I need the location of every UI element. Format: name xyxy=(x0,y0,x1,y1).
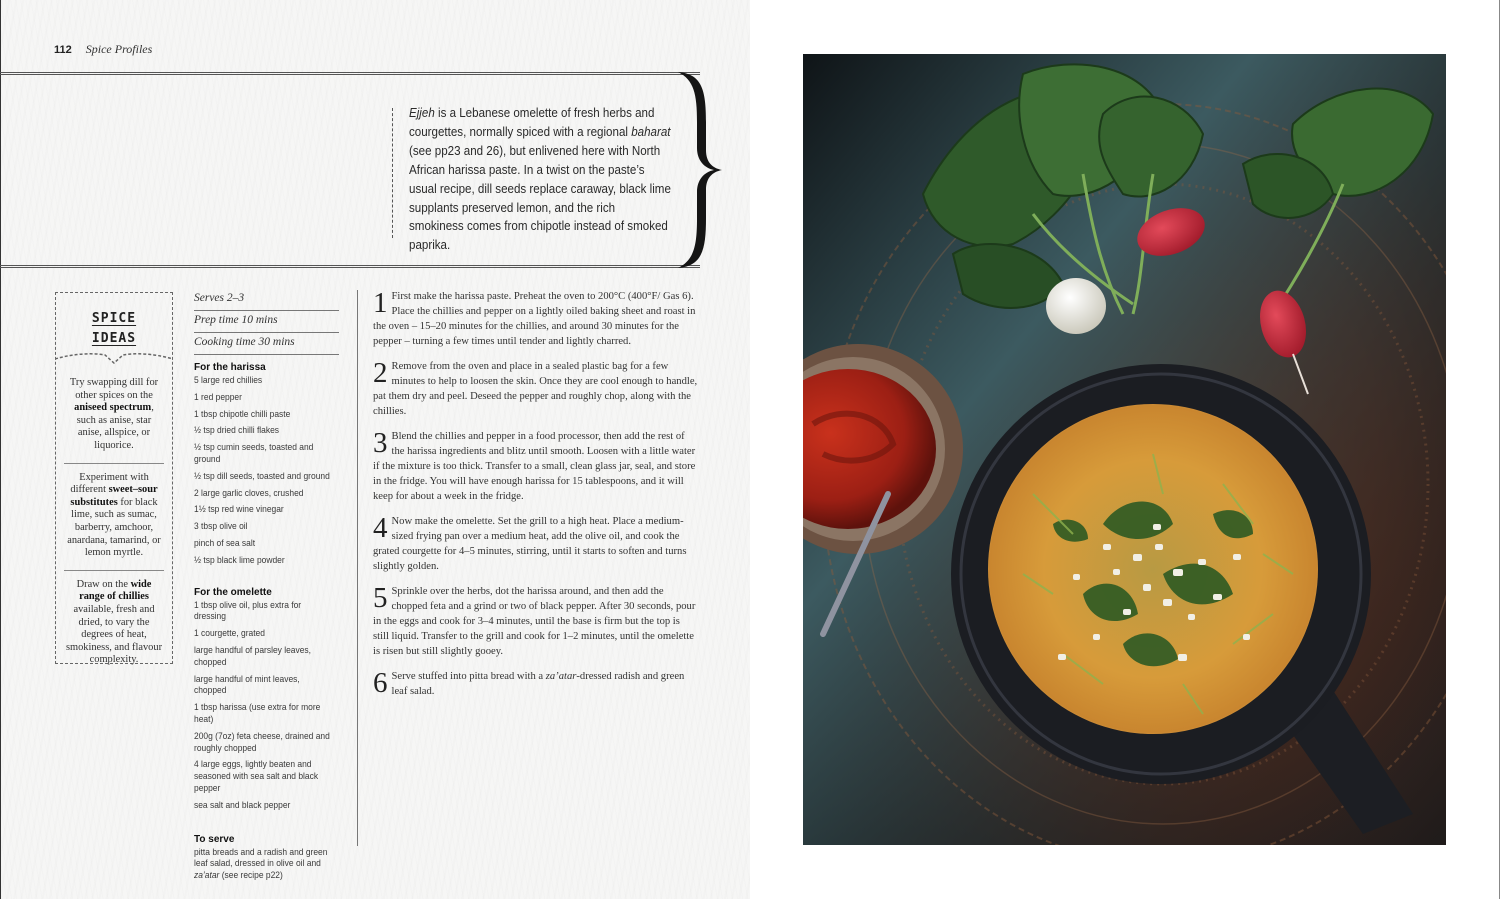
pointer-divider xyxy=(55,351,173,365)
method-steps xyxy=(373,289,698,709)
running-header xyxy=(54,42,152,57)
ingredient-item: pitta breads and a radish and green leaf salad, dressed in olive oil and za’atar (see recipe p22) xyxy=(194,846,328,881)
method-step: 3 Blend the chillies and pepper in a food processor, then add the rest of the harissa ingredients and blitz until smooth. Loosen with a little water if the mixture is too thick. Transfer to a small, clean glass jar, seal, and store in the fridge. You will have enough harissa for 15 tablespoons, and it will keep for about a week in the fridge. xyxy=(373,427,696,502)
recipe-intro: Ejjeh is a Lebanese omelette of fresh herbs and courgettes, normally spiced with a regional baharat (see pp23 and 26), but enlivened here with North African harissa paste. In a twist on the paste’s usual recipe, dill seeds replace caraway, black lime supplants preserved lemon, and the rich smokiness comes from chipotle instead of smoked paprika. xyxy=(409,106,671,253)
ingredient-item: 4 large eggs, lightly beaten and seasoned with sea salt and black pepper xyxy=(194,759,319,793)
ingredient-item: 1 tbsp olive oil, plus extra for dressing xyxy=(194,599,302,622)
ingredients-list xyxy=(194,362,344,882)
recipe-meta xyxy=(194,289,339,355)
method-step: 4 Now make the omelette. Set the grill to a high heat. Place a medium-sized frying pan over a medium heat, add the olive oil, and cook the grated courgette for 4–5 minutes, stirring, until it starts to soften and turns slightly golden. xyxy=(373,512,687,572)
method-step: 1 First make the harissa paste. Preheat the oven to 200°C (400°F/ Gas 6). Place the chillies and pepper on a lightly oiled baking sheet and roast in the oven – 15–20 minutes for the chillies, and around 30 minutes for the pepper – turning a few times until tender and lightly charred. xyxy=(373,287,696,347)
ingredient-item: large handful of parsley leaves, chopped xyxy=(194,644,311,667)
method-step: 5 Sprinkle over the herbs, dot the harissa around, and then add the chopped feta and a grind or two of black pepper. After 30 seconds, pour in the eggs and cook for 3–4 minutes, until the base is firm but the top is still liquid. Transfer to the grill and cook for 1–2 minutes, until the omelette is risen but still slightly gooey. xyxy=(373,582,696,657)
ingredient-item: 200g (7oz) feta cheese, drained and roughly chopped xyxy=(194,730,330,753)
ingredient-item: 1 red pepper xyxy=(194,391,242,402)
method-step: 6 Serve stuffed into pitta bread with a za’atar-dressed radish and green leaf salad. xyxy=(373,667,685,699)
prep-time: Prep time 10 mins xyxy=(194,311,339,333)
omelette xyxy=(988,404,1318,734)
ingredient-item: sea salt and black pepper xyxy=(194,799,291,810)
spice-idea: Experiment with different sweet–sour substitutes for black lime, such as sumac, barberry, amchoor, anardana, tamarind, or lemon myrtle. xyxy=(64,463,164,570)
spice-idea: Draw on the wide range of chillies available, fresh and dried, to vary the degrees of heat, smokiness, and flavour complexity. xyxy=(64,570,164,677)
ingredient-item: 5 large red chillies xyxy=(194,375,263,385)
ingredient-item: ½ tsp black lime powder xyxy=(194,554,285,565)
cooking-time: Cooking time 30 mins xyxy=(194,333,339,355)
ingredient-item: 1 tbsp harissa (use extra for more heat) xyxy=(194,702,321,724)
ingredient-item: ½ tsp dried chilli flakes xyxy=(194,425,280,436)
column-divider xyxy=(357,290,358,846)
ingredient-item: large handful of mint leaves, chopped xyxy=(194,673,300,696)
ingredient-item: 1 courgette, grated xyxy=(194,628,265,639)
ingredient-item: pinch of sea salt xyxy=(194,537,256,548)
page-number: 112 xyxy=(54,44,72,56)
ingredient-group-omelette: For the omelette 1 tbsp olive oil, plus extra for dressing 1 courgette, grated large handful of parsley leaves, chopped large handful of mint leaves, chopped 1 tbsp harissa (use extra for more heat) 200g (7oz) feta cheese, drained and roughly chopped 4 large eggs, lightly beaten and seasoned with sea salt and black pepper sea salt and black pepper xyxy=(194,587,344,812)
ingredient-group-harissa: For the harissa 5 large red chillies 1 red pepper 1 tbsp chipotle chilli paste ½ tsp dried chilli flakes ½ tsp cumin seeds, toasted and ground ½ tsp dill seeds, toasted and ground 2 large garlic cloves, crushed 1½ tsp red wine vinegar 3 tbsp olive oil pinch of sea salt ½ tsp black lime powder xyxy=(194,362,344,567)
ingredient-item: 2 large garlic cloves, crushed xyxy=(194,487,304,498)
spice-idea: Try swapping dill for other spices on the aniseed spectrum, such as anise, star anise, allspice, or liquorice. xyxy=(69,377,159,451)
ingredient-item: 1 tbsp chipotle chilli paste xyxy=(194,408,291,419)
ingredient-item: ½ tsp dill seeds, toasted and ground xyxy=(194,470,330,481)
spice-ideas-list xyxy=(64,377,164,677)
ingredient-group-to-serve: To serve pitta breads and a radish and green leaf salad, dressed in olive oil and za’atar (see recipe p22) xyxy=(194,834,344,882)
recipe-photo xyxy=(803,54,1446,845)
curly-brace-ornament xyxy=(676,70,724,270)
photo-illustration xyxy=(803,54,1446,845)
serves: Serves 2–3 xyxy=(194,289,339,311)
spice-ideas-box xyxy=(55,292,173,664)
section-name: Spice Profiles xyxy=(85,42,153,56)
ingredient-item: ½ tsp cumin seeds, toasted and ground xyxy=(194,442,314,464)
white-radish xyxy=(1046,278,1106,334)
method-step: 2 Remove from the oven and place in a sealed plastic bag for a few minutes to help to loosen the skin. Once they are cool enough to handle, pat them dry and peel. Deseed the pepper and roughly chop, along with the chillies. xyxy=(373,357,698,417)
spice-ideas-heading: SPICE IDEAS xyxy=(91,311,137,346)
ingredient-item: 1½ tsp red wine vinegar xyxy=(194,504,284,515)
ingredient-item: 3 tbsp olive oil xyxy=(194,521,248,532)
title-divider xyxy=(392,108,393,238)
